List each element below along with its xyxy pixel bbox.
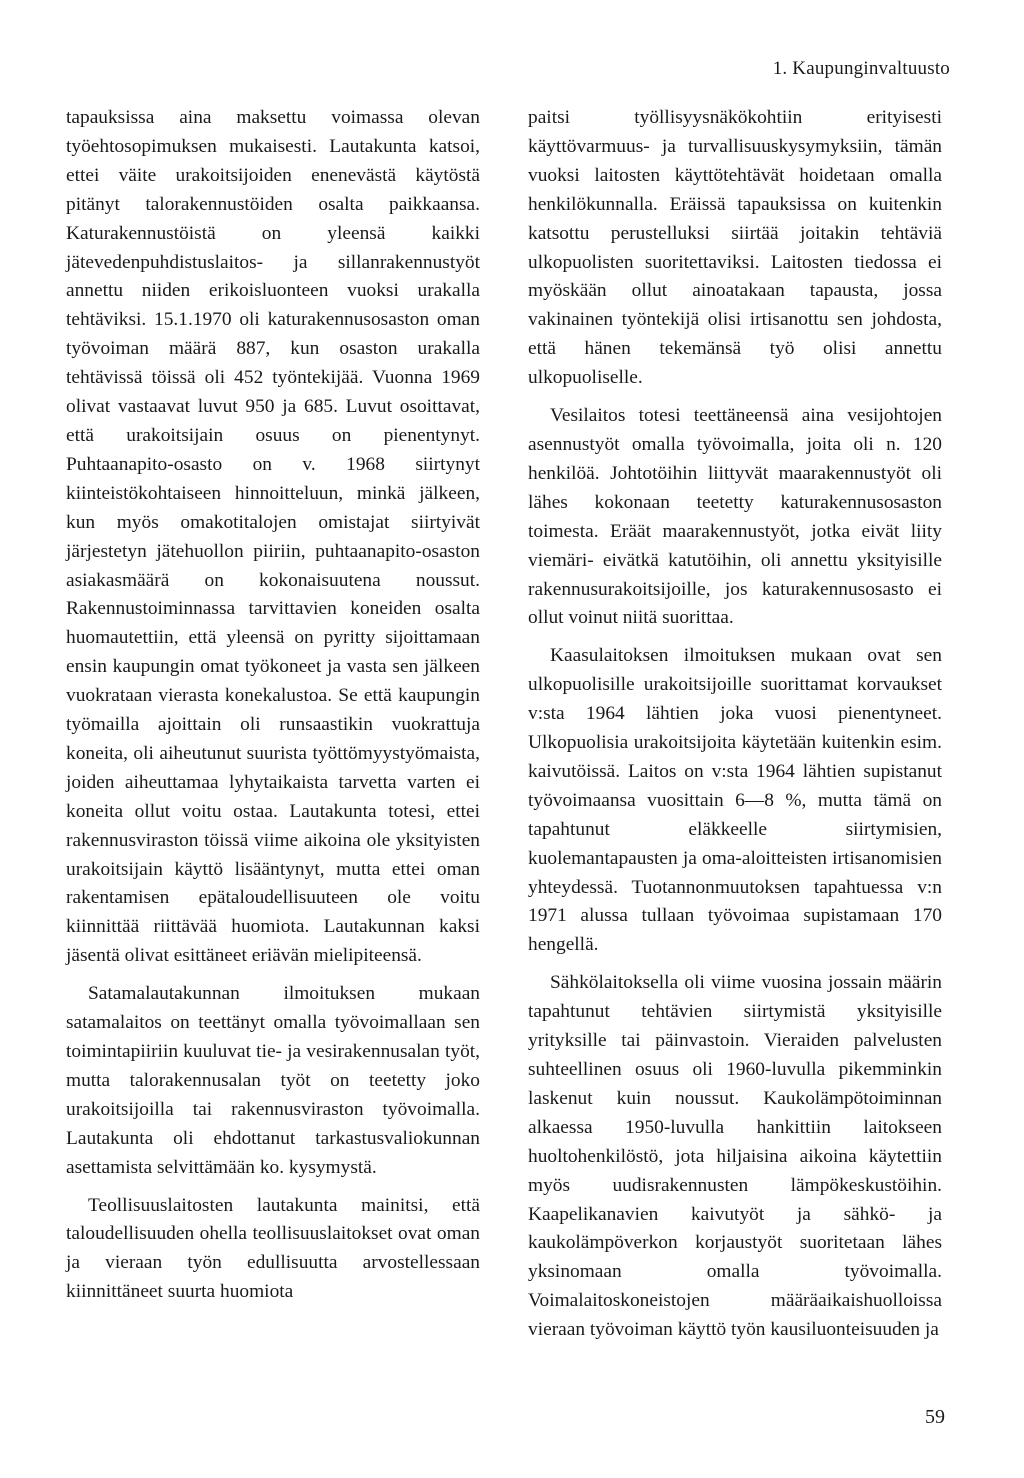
running-header: 1. Kaupunginvaltuusto (772, 58, 950, 79)
left-paragraph-2: Satamalautakunnan ilmoituksen mukaan satamalaitos on teettänyt omalla työvoimallaan sen toimintapiiriin kuuluvat tie- ja vesirakennusalan työt, mutta talorakennusalan työt on teetetty joko urakoitsijoilla tai rakennusviraston työvoimalla. Lautakunta oli ehdottanut tarkastusvaliokunnan asettamista selvittämään ko. kysymystä. (66, 983, 480, 1178)
left-column (66, 104, 480, 1307)
right-paragraph-4: Sähkölaitoksella oli viime vuosina jossain määrin tapahtunut tehtävien siirtymistä yksityisille yrityksille tai päinvastoin. Vieraiden palvelusten suhteellinen osuus oli 1960-luvulla pikemminkin laskenut kuin noussut. Kaukolämpötoiminnan alkaessa 1950-luvulla hankittiin laitokseen huoltohenkilöstö, jota hiljaisina aikoina käytettiin myös uudisrakennusten lämpökeskustöihin. Kaapelikanavien kaivutyöt ja sähkö- ja kaukolämpöverkon korjaustyöt suoritetaan lähes yksinomaan omalla työvoimalla. Voimalaitoskoneistojen määräaikaishuolloissa vieraan työvoiman käyttö työn kausiluonteisuuden ja (528, 972, 942, 1341)
right-paragraph-3: Kaasulaitoksen ilmoituksen mukaan ovat sen ulkopuolisille urakoitsijoille suorittamat korvaukset v:sta 1964 lähtien joka vuosi pienentyneet. Ulkopuolisia urakoitsijoita käytetään kuitenkin esim. kaivutöissä. Laitos on v:sta 1964 lähtien supistanut työvoimaansa vuosittain 6—8 %, mutta tämä on tapahtunut eläkkeelle siirtymisien, kuolemantapausten ja oma-aloitteisten irtisanomisien yhteydessä. Tuotannonmuutoksen tapahtuessa v:n 1971 alussa tullaan työvoimaa supistamaan 170 hengellä. (528, 645, 942, 956)
page-number: 59 (925, 1406, 945, 1428)
right-paragraph-2: Vesilaitos totesi teettäneensä aina vesijohtojen asennustyöt omalla työvoimalla, joita oli n. 120 henkilöä. Johtotöihin liittyvät maarakennustyöt oli lähes kokonaan teetetty katurakennusosaston toimesta. Eräät maarakennustyöt, jotka eivät liity viemäri- eivätkä katutöihin, oli annettu yksityisille rakennusurakoitsijoille, jos katurakennusosasto ei ollut voinut niitä suorittaa. (528, 405, 942, 629)
left-paragraph-1: tapauksissa aina maksettu voimassa olevan työehtosopimuksen mukaisesti. Lautakunta katsoi, ettei väite urakoitsijoiden enenevästä käytöstä pitänyt talorakennustöiden osalta paikkaansa. Katurakennustöistä on yleensä kaikki jätevedenpuhdistuslaitos- ja sillanrakennustyöt annettu niiden erikoisluonteen vuoksi urakalla tehtäviksi. 15.1.1970 oli katurakennusosaston oman työvoiman määrä 887, kun osaston urakalla tehtävissä töissä oli 452 työntekijää. Vuonna 1969 olivat vastaavat luvut 950 ja 685. Luvut osoittavat, että urakoitsijain osuus on pienentynyt. Puhtaanapito-osasto on v. 1968 siirtynyt kiinteistökohtaiseen hinnoitteluun, minkä jälkeen, kun myös omakotitalojen omistajat siirtyivät järjestetyn jätehuollon piiriin, puhtaanapito-osaston asiakasmäärä on kokonaisuutena noussut. Rakennustoiminnassa tarvittavien koneiden osalta huomautettiin, että yleensä on pyritty sijoittamaan ensin kaupungin omat työkoneet ja vasta sen jälkeen vuokrataan vierasta konekalustoa. Se että kaupungin työmailla ajoittain oli runsaastikin vuokrattuja koneita, oli aiheutunut suurista työttömyystyömaista, joiden aiheuttamaa lyhytaikaista tarvetta varten ei koneita ollut voitu ostaa. Lautakunta totesi, ettei rakennusviraston töissä viime aikoina ole yksityisten urakoitsijain käyttö lisääntynyt, mutta ettei oman rakentamisen epätaloudellisuuteen ole voitu kiinnittää riittävää huomiota. Lautakunnan kaksi jäsentä olivat esittäneet eriävän mielipiteensä. (66, 107, 480, 967)
right-paragraph-1: paitsi työllisyysnäkökohtiin erityisesti käyttövarmuus- ja turvallisuuskysymyksiin, tämän vuoksi laitosten käyttötehtävät hoidetaan omalla henkilökunnalla. Eräissä tapauksissa on kuitenkin katsottu perustelluksi siirtää joitakin tehtäviä ulkopuolisten suoritettaviksi. Laitosten tiedossa ei myöskään ollut ainoatakaan tapausta, jossa vakinainen työntekijä olisi irtisanottu sen johdosta, että hänen tekemänsä työ olisi annettu ulkopuoliselle. (528, 107, 942, 389)
left-paragraph-3: Teollisuuslaitosten lautakunta mainitsi, että taloudellisuuden ohella teollisuuslaitokset ovat oman ja vieraan työn edullisuutta arvostellessaan kiinnittäneet suurta huomiota (66, 1194, 480, 1303)
right-column (528, 104, 942, 1345)
